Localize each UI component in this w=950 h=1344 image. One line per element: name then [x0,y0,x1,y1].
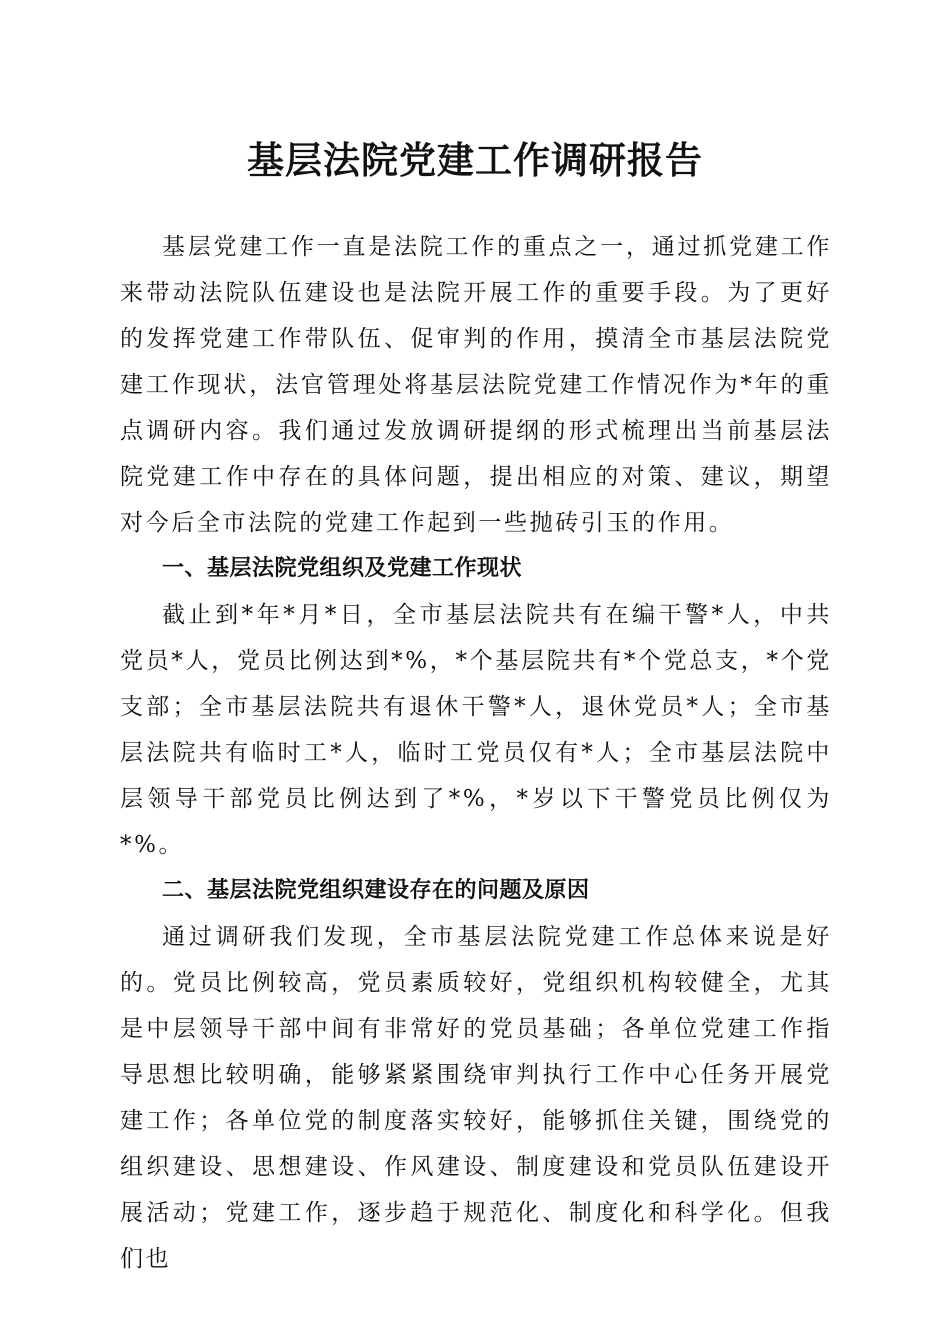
intro-paragraph: 基层党建工作一直是法院工作的重点之一，通过抓党建工作来带动法院队伍建设也是法院开展工作的重要手段。为了更好的发挥党建工作带队伍、促审判的作用，摸清全市基层法院党建工作现状，法官管理处将基层法院党建工作情况作为*年的重点调研内容。我们通过发放调研提纲的形式梳理出当前基层法院党建工作中存在的具体问题，提出相应的对策、建议，期望对今后全市法院的党建工作起到一些抛砖引玉的作用。 [120,234,832,536]
section-2-paragraph: 通过调研我们发现，全市基层法院党建工作总体来说是好的。党员比例较高，党员素质较好，党组织机构较健全，尤其是中层领导干部中间有非常好的党员基础；各单位党建工作指导思想比较明确，能够紧紧围绕审判执行工作中心任务开展党建工作；各单位党的制度落实较好，能够抓住关键，围绕党的组织建设、思想建设、作风建设、制度建设和党员队伍建设开展活动；党建工作，逐步趋于规范化、制度化和科学化。但我们也 [120,924,832,1272]
document-title: 基层法院党建工作调研报告 [247,138,703,182]
document-body [120,224,832,1282]
section-1-paragraph: 截止到*年*月*日，全市基层法院共有在编干警*人，中共党员*人，党员比例达到*%，*个基层院共有*个党总支，*个党支部；全市基层法院共有退休干警*人，退休党员*人；全市基层法院共有临时工*人，临时工党员仅有*人；全市基层法院中层领导干部党员比例达到了*%，*岁以下干警党员比例仅为*%。 [120,602,832,858]
section-heading-2: 二、基层法院党组织建设存在的问题及原因 [162,878,590,903]
section-heading-1: 一、基层法院党组织及党建工作现状 [162,556,523,581]
